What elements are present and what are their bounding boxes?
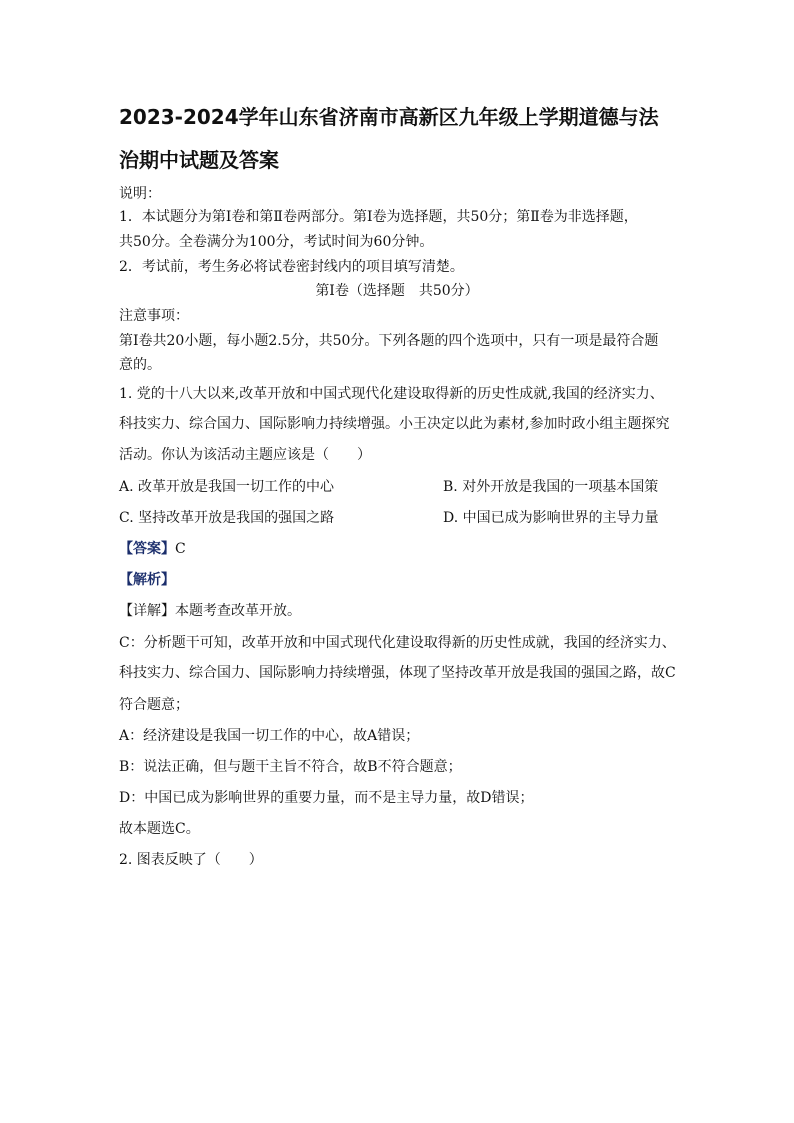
section-title: 第Ⅰ卷（选择题 共50分）: [315, 283, 479, 299]
q1-detail: [119, 602, 689, 620]
note-line-2: 2．考试前，考生务必将试卷密封线内的项目填写清楚。: [119, 259, 464, 275]
q1-explain-a: A：经济建设是我国一切工作的中心，故A错误；: [119, 728, 420, 744]
q1-analysis: [119, 571, 689, 589]
doc-title-line-1: 2023-2024学年山东省济南市高新区九年级上学期道德与法: [119, 105, 659, 129]
q1-option-a: A. 改革开放是我国一切工作的中心: [119, 479, 335, 495]
detail-text: 本题考查改革开放。: [175, 603, 301, 619]
note-heading: 说明：: [119, 186, 161, 202]
q1-explain-c-line-2: 科技实力、综合国力、国际影响力持续增强，体现了坚持改革开放是我国的强国之路，故C: [119, 665, 676, 681]
note-line-1: 1．本试题分为第Ⅰ卷和第Ⅱ卷两部分。第Ⅰ卷为选择题，共50分；第Ⅱ卷为非选择题，: [119, 209, 638, 225]
q1-explain-d: D：中国已成为影响世界的重要力量，而不是主导力量，故D错误；: [119, 790, 534, 806]
q1-explain-b: B：说法正确，但与题干主旨不符合，故B不符合题意；: [119, 759, 462, 775]
q1-option-c: C. 坚持改革开放是我国的强国之路: [119, 510, 335, 526]
q1-stem-line-1: 1. 党的十八大以来,改革开放和中国式现代化建设取得新的历史性成就,我国的经济实力、: [119, 386, 664, 402]
doc-title-line-2: 治期中试题及答案: [119, 148, 279, 172]
q1-conclusion: 故本题选C。: [119, 821, 200, 837]
answer-value: C: [175, 541, 186, 557]
q1-explain-c-line-3: 符合题意；: [119, 697, 189, 713]
q1-stem-line-3: 活动。你认为该活动主题应该是（ ）: [119, 447, 371, 463]
q1-option-d: D. 中国已成为影响世界的主导力量: [443, 510, 659, 526]
q1-answer: [119, 540, 689, 558]
q2-stem: 2. 图表反映了（ ）: [119, 852, 263, 868]
q1-option-b: B. 对外开放是我国的一项基本国策: [443, 479, 659, 495]
attention-line-1: 第Ⅰ卷共20小题，每小题2.5分，共50分。下列各题的四个选项中，只有一项是最符合题: [119, 333, 659, 349]
attention-line-1b: 意的。: [119, 357, 161, 373]
q1-explain-c-line-1: C：分析题干可知，改革开放和中国式现代化建设取得新的历史性成就，我国的经济实力、: [119, 635, 676, 651]
answer-tag: 【答案】: [119, 541, 175, 557]
detail-tag: 【详解】: [119, 603, 175, 619]
attention-heading: 注意事项：: [119, 308, 189, 324]
note-line-1b: 共50分。全卷满分为100分，考试时间为60分钟。: [119, 234, 434, 250]
analysis-tag: 【解析】: [119, 572, 175, 588]
q1-stem-line-2: 科技实力、综合国力、国际影响力持续增强。小王决定以此为素材,参加时政小组主题探究: [119, 416, 670, 432]
